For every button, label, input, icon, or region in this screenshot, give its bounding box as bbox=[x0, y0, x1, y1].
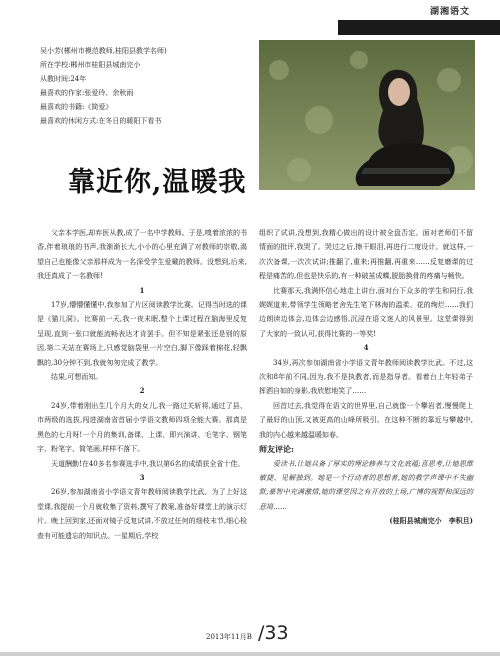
bottom-bar bbox=[0, 652, 500, 656]
article-paragraph: 组织了试讲,没想到,我精心做出的设计被全盘否定。面对老师们不留情面的批评,我哭了。哭过之后,擦干眼泪,再进行二度设计。就这样,一次次备课,一次次试讲;推翻了,重来;再推翻,再重来……反复磨课的过程是痛苦的,但也是快乐的,有一种破茧成蝶,脱胎换骨的疼痛与畅快。 bbox=[259, 229, 473, 281]
section-number: 3 bbox=[139, 472, 145, 482]
article-paragraph: 24岁,带着刚出生几个月大的女儿,我一路过关斩将,通过了县、市两级的选拔,闯进湖南省首届小学语文教师四项全能大赛。那真是黑色的七月呀!一个月的集训,备课、上课、即兴演讲、毛笔字、钢笔字、粉笔字、简笔画,样样不落下。 bbox=[37, 401, 247, 454]
article-paragraph: 回首过去,我觉得在语文的世界里,自己就像一个攀岩者,慢慢爬上了最好的山顶,又被更高的山峰所吸引。在这种不断的靠近与攀越中,我的内心越来越温暖如春。 bbox=[259, 401, 473, 439]
issue-date: 2013年11月B bbox=[206, 633, 252, 641]
section-number: 4 bbox=[363, 343, 369, 353]
comment-signature: (桂阳县城南完小 李积旦) bbox=[389, 516, 473, 526]
profile-line: 最喜欢的书籍:《简爱》 bbox=[40, 103, 113, 111]
page-number: /33 bbox=[258, 622, 289, 644]
author-photo-illustration bbox=[259, 40, 475, 190]
article-paragraph: 17岁,懵懵懂懂中,我参加了片区阅读教学比赛。记得当时选的课是《猫儿洞》。比赛前一天,我一夜未眠,整个上课过程在脑海里反复呈现,直到一张口就能流畅表达才肯罢手。但不知是紧张还是别的原因,第二天站在赛场上,只感觉脑袋里一片空白,脚下像踩着棉花,轻飘飘的,30分钟不到,我就匆匆完成了教学。 bbox=[37, 301, 247, 367]
comment-body: 爱读书,让她具备了厚实的理论修养与文化底蕴;喜思考,让她思维敏捷、见解独到。她是一个行动者的思想者,她的教学声课中不失幽默,豪智中充满激情,她的课堂因之有开放的土场,广博的视野和深远的意境…… bbox=[259, 459, 473, 511]
section-number: 1 bbox=[139, 285, 145, 295]
article-paragraph: 34岁,再次参加湖南省小学语文青年教师阅读教学比武。不过,这次和8年前不同,因为,我不是执教者,而是指导者。看着台上年轻弟子挥洒自如的身影,我欣慰地笑了…… bbox=[259, 358, 473, 396]
article-paragraph: 26岁,参加湖南省小学语文青年教师阅读教学比武。为了上好这堂课,我提前一个月就收集了资料,撰写了教案,准备好课堂上的演示灯片。晚上回到家,还面对镜子反复试讲,不放过任何的细枝末节,细心检查有可能遗忘的知识点。一星期后,学校 bbox=[37, 488, 247, 540]
article-paragraph: 天道酬勤!在40多名参赛选手中,我以第6名的成绩获全省十佳。 bbox=[51, 459, 245, 468]
profile-line: 最喜欢的作家:张爱玲、余秋雨 bbox=[40, 89, 134, 97]
header-ribbon bbox=[338, 20, 500, 35]
article-paragraph: 结果,可想而知。 bbox=[51, 373, 103, 382]
profile-line: 从教时间:24年 bbox=[40, 75, 87, 83]
profile-line: 所在学校:郴州市桂阳县城南完小 bbox=[40, 61, 141, 69]
section-number: 2 bbox=[139, 386, 145, 396]
author-photo bbox=[259, 40, 475, 190]
author-profile bbox=[40, 44, 167, 128]
article-paragraph: 父亲本学医,却弃医从教,成了一名中学教师。于是,嗅着浓浓的书香,伴着琅琅的书声,我渐渐长大,小小的心里充满了对教师的崇敬,渴望自己也能像父亲那样成为一名深受学生爱戴的教师。没想到,后来,我还真成了一名教师! bbox=[37, 229, 247, 281]
article-column-right bbox=[259, 226, 473, 529]
comment-heading: 师友评论: bbox=[259, 444, 294, 455]
journal-title: 湖湘语文 bbox=[430, 7, 471, 17]
article-title: 靠近你,温暖我 bbox=[68, 167, 247, 198]
profile-line: 吴小芳(郴州市模范教师,桂阳县教学名师) bbox=[40, 47, 167, 55]
profile-line: 最喜欢的休闲方式:在冬日的暖阳下看书 bbox=[40, 117, 162, 125]
article-paragraph: 比赛那天,我满怀信心地走上讲台,面对台下众多的学生和同行,我娓娓道来,带领学生领略老舍先生笔下林海的温柔、花的绚烂……我们边朗读边体会,边体会边感悟,沉浸在语文迷人的风景里。这堂课得到了大家的一致认可,获得比赛的一等奖! bbox=[259, 286, 473, 338]
article-column-left bbox=[37, 226, 247, 543]
